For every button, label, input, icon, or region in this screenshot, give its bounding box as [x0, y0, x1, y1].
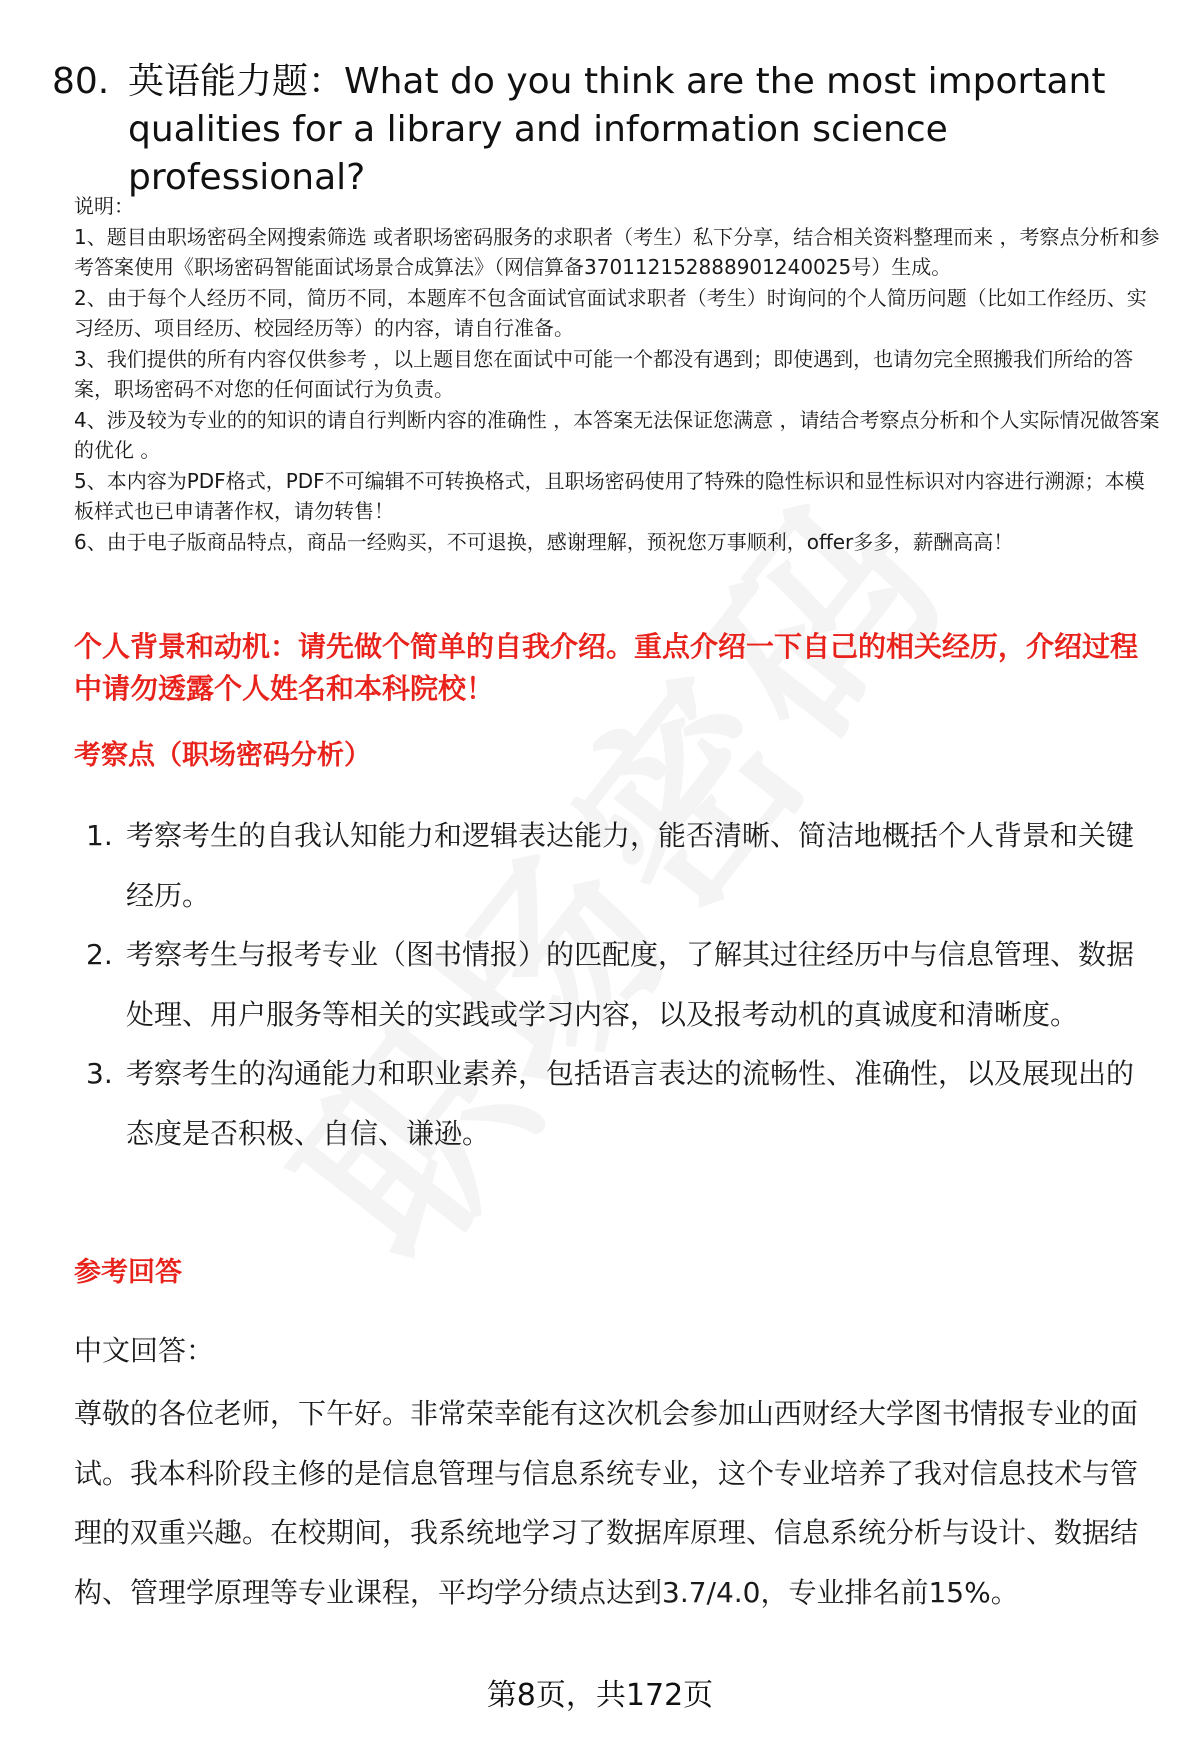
notes-item: 2、由于每个人经历不同，简历不同，本题库不包含面试官面试求职者（考生）时询问的个人简历问题（比如工作经历、实习经历、项目经历、校园经历等）的内容，请自行准备。: [74, 285, 1147, 340]
notes-title: 说明：: [74, 194, 134, 218]
interview-prompt: 个人背景和动机：请先做个简单的自我介绍。重点介绍一下自己的相关经历，介绍过程中请勿透露个人姓名和本科院校！: [74, 630, 1139, 705]
question-number: 80.: [52, 61, 110, 102]
analysis-point-index: 2.: [86, 938, 113, 971]
analysis-point-index: 1.: [86, 819, 113, 852]
answer-body: 尊敬的各位老师，下午好。非常荣幸能有这次机会参加山西财经大学图书情报专业的面试。我本科阶段主修的是信息管理与信息系统专业，这个专业培养了我对信息技术与管理的双重兴趣。在校期间，我系统地学习了数据库原理、信息系统分析与设计、数据结构、管理学原理等专业课程，平均学分绩点达到3.7/4.0，专业排名前15%。: [74, 1397, 1139, 1609]
answer-label: 中文回答：: [74, 1334, 215, 1367]
analysis-point-text: 考察考生的沟通能力和职业素养，包括语言表达的流畅性、准确性，以及展现出的态度是否积极、自信、谦逊。: [126, 1057, 1135, 1150]
analysis-point-text: 考察考生与报考专业（图书情报）的匹配度，了解其过往经历中与信息管理、数据处理、用户服务等相关的实践或学习内容，以及报考动机的真诚度和清晰度。: [126, 938, 1135, 1031]
page-footer: 第8页，共172页: [486, 1678, 714, 1713]
notes-item: 1、题目由职场密码全网搜索筛选 或者职场密码服务的求职者（考生）私下分享，结合相关资料整理而来 ，考察点分析和参考答案使用《职场密码智能面试场景合成算法》（网信算备370112152888901240025号）生成。: [74, 224, 1160, 279]
analysis-point-index: 3.: [86, 1057, 113, 1090]
notes-block: [74, 191, 1164, 557]
analysis-heading: 考察点（职场密码分析）: [74, 740, 371, 771]
analysis-point: [74, 806, 1154, 925]
analysis-points: [74, 806, 1154, 1163]
question-text: 英语能力题：What do you think are the most important qualities for a library and information science professional?: [128, 61, 1106, 198]
analysis-point: [74, 1044, 1154, 1163]
notes-item: 6、由于电子版商品特点，商品一经购买，不可退换，感谢理解，预祝您万事顺利，offer多多，薪酬高高！: [74, 529, 1014, 554]
analysis-point: [74, 925, 1154, 1044]
notes-item: 5、本内容为PDF格式，PDF不可编辑不可转换格式，且职场密码使用了特殊的隐性标识和显性标识对内容进行溯源；本模板样式也已申请著作权，请勿转售！: [74, 468, 1145, 523]
analysis-point-text: 考察考生的自我认知能力和逻辑表达能力，能否清晰、简洁地概括个人背景和关键经历。: [126, 819, 1135, 912]
reference-heading: 参考回答: [74, 1257, 182, 1288]
notes-item: 3、我们提供的所有内容仅供参考 ，以上题目您在面试中可能一个都没有遇到；即使遇到，也请勿完全照搬我们所给的答案，职场密码不对您的任何面试行为负责。: [74, 346, 1134, 401]
notes-item: 4、涉及较为专业的的知识的请自行判断内容的准确性 ，本答案无法保证您满意 ，请结合考察点分析和个人实际情况做答案的优化 。: [74, 407, 1160, 462]
question-title: [52, 58, 1162, 202]
